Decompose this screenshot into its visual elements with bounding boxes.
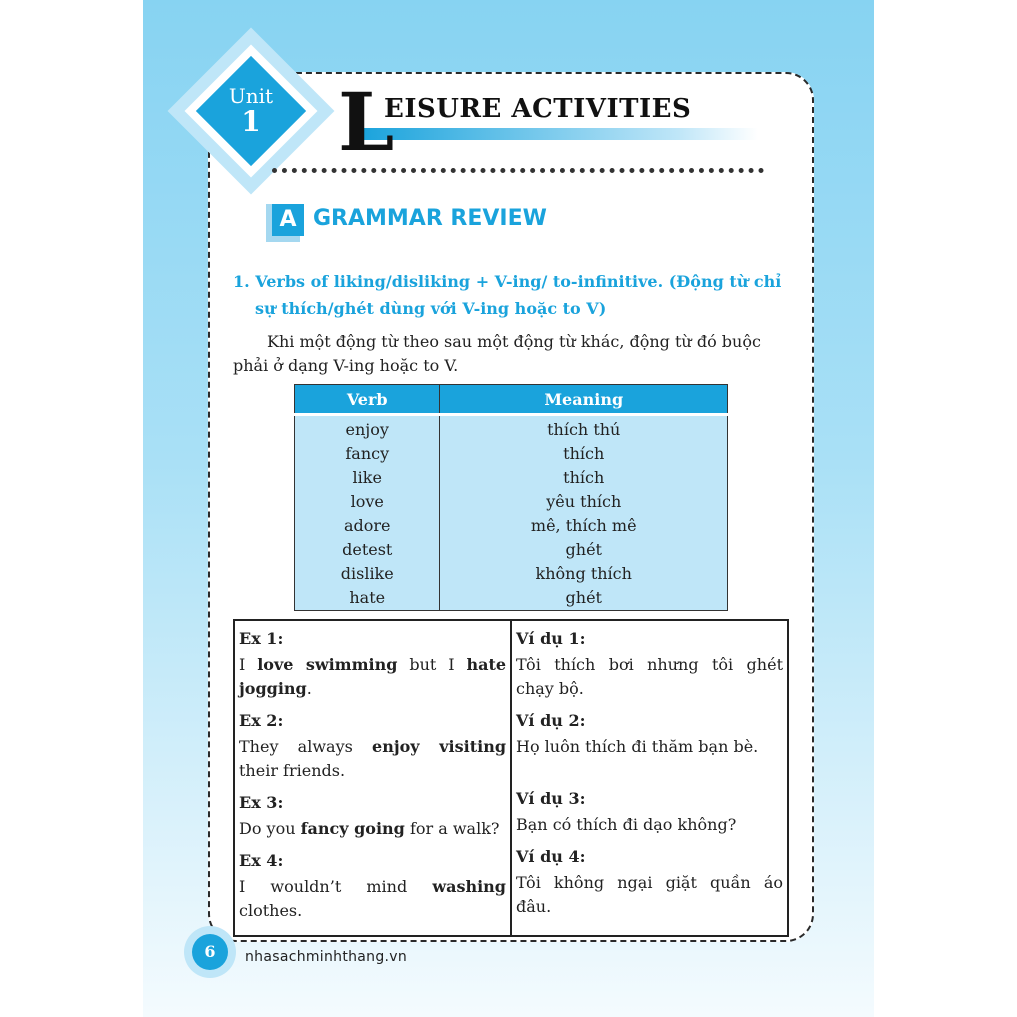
example-translation: Bạn có thích đi dạo không? xyxy=(516,815,737,834)
example-keyword: love swimming xyxy=(257,655,398,674)
example-keyword: enjoy visiting xyxy=(372,737,507,756)
example-label: Ex 3: xyxy=(239,793,284,812)
verb-column-header: Verb xyxy=(295,385,440,415)
section-title: GRAMMAR REVIEW xyxy=(313,206,547,231)
verb-cell: enjoy xyxy=(345,420,389,439)
example-label: Ví dụ 2: xyxy=(516,711,586,730)
verb-cell: dislike xyxy=(340,564,394,583)
verb-cell: fancy xyxy=(345,444,390,463)
meaning-cell: yêu thích xyxy=(546,492,622,511)
page-title: EISURE ACTIVITIES xyxy=(384,94,692,124)
vietnamese-examples xyxy=(511,620,788,936)
verb-table xyxy=(294,384,728,611)
meaning-column-header: Meaning xyxy=(440,385,728,415)
dotted-divider xyxy=(272,168,764,173)
meaning-cell: thích xyxy=(563,468,605,487)
example-text: but I xyxy=(397,655,467,674)
verb-cell: like xyxy=(352,468,382,487)
example-label: Ex 1: xyxy=(239,629,284,648)
verb-cell: adore xyxy=(343,516,391,535)
section-badge: A xyxy=(272,204,304,236)
example-text: clothes. xyxy=(239,901,303,920)
meaning-cell: thích xyxy=(563,444,605,463)
example-translation: Họ luôn thích đi thăm bạn bè. xyxy=(516,737,759,756)
verb-cell: love xyxy=(350,492,384,511)
meaning-column xyxy=(440,415,728,611)
example-sentence xyxy=(239,817,506,841)
example-sentence xyxy=(239,735,506,783)
meaning-cell: thích thú xyxy=(547,420,621,439)
english-examples xyxy=(234,620,511,936)
grammar-heading-line1: 1. Verbs of liking/disliking + V-ing/ to-infinitive. (Động từ chỉ xyxy=(233,272,782,291)
example-label: Ex 4: xyxy=(239,851,284,870)
meaning-cell: ghét xyxy=(565,588,602,607)
example-text: They always xyxy=(239,737,373,756)
example-keyword: hate jogging xyxy=(239,655,507,698)
publisher-site: nhasachminhthang.vn xyxy=(245,949,408,965)
example-text: . xyxy=(306,679,312,698)
example-label: Ex 2: xyxy=(239,711,284,730)
example-label: Ví dụ 4: xyxy=(516,847,586,866)
example-text: Do you xyxy=(239,819,301,838)
example-sentence xyxy=(239,875,506,923)
examples-table xyxy=(233,619,789,937)
example-text: I xyxy=(239,655,258,674)
verb-column xyxy=(295,415,440,611)
verb-cell: hate xyxy=(349,588,386,607)
example-translation: Tôi không ngại giặt quần áo đâu. xyxy=(516,873,783,916)
unit-label xyxy=(210,86,292,136)
example-keyword: fancy going xyxy=(300,819,405,838)
example-text: for a walk? xyxy=(404,819,500,838)
example-translation: Tôi thích bơi nhưng tôi ghét chạy bộ. xyxy=(516,655,783,698)
meaning-cell: không thích xyxy=(535,564,632,583)
title-underline xyxy=(360,128,758,140)
unit-word: Unit xyxy=(228,84,274,108)
example-label: Ví dụ 1: xyxy=(516,629,586,648)
verb-cell: detest xyxy=(342,540,393,559)
meaning-cell: mê, thích mê xyxy=(530,516,637,535)
unit-number: 1 xyxy=(241,105,261,138)
intro-paragraph: Khi một động từ theo sau một động từ khác, động từ đó buộc phải ở dạng V-ing hoặc to V. xyxy=(233,332,761,375)
example-label: Ví dụ 3: xyxy=(516,789,586,808)
example-text: their friends. xyxy=(239,761,346,780)
example-text: I wouldn’t mind xyxy=(239,877,433,896)
title-initial: L xyxy=(338,75,395,169)
grammar-heading-line2: sự thích/ghét dùng với V-ing hoặc to V) xyxy=(255,299,607,318)
page-number: 6 xyxy=(192,934,228,970)
example-keyword: washing xyxy=(432,877,506,896)
meaning-cell: ghét xyxy=(565,540,602,559)
example-sentence xyxy=(239,653,506,701)
grammar-heading xyxy=(233,268,793,322)
